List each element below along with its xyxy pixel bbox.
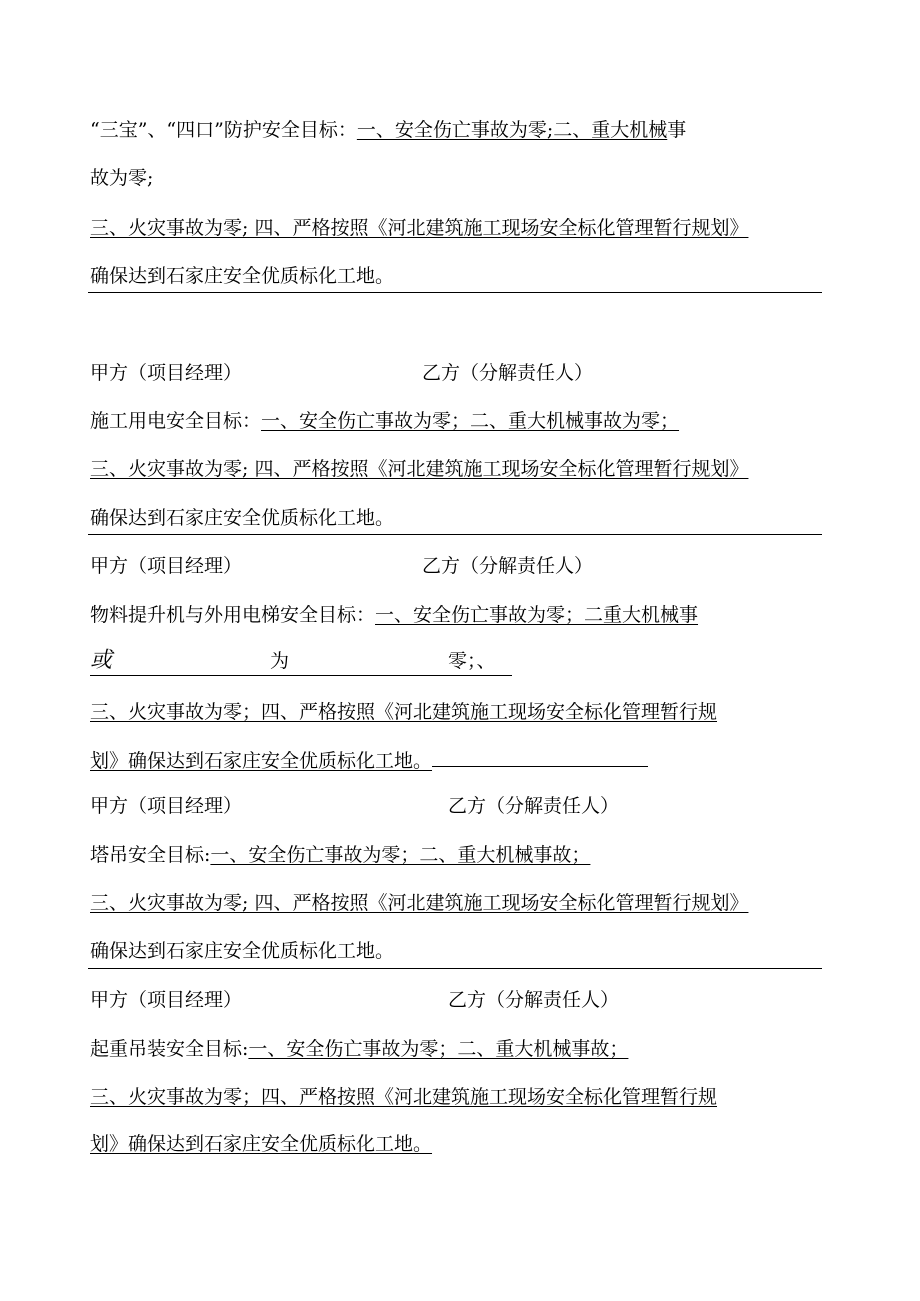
goal-line-4: 划》确保达到石家庄安全优质标化工地。 xyxy=(90,1133,433,1155)
goal-line-3: 三、火灾事故为零；四、严格按照《河北建筑施工现场安全标化管理暂行规 xyxy=(90,701,718,723)
lifting-goal-line xyxy=(90,1037,628,1061)
separator-line xyxy=(88,968,822,969)
goal-continuation: 故为零; xyxy=(90,167,154,189)
separator-line xyxy=(88,534,822,535)
hoist-goal-line xyxy=(90,603,698,627)
party-b-label: 乙方（分解责任人） xyxy=(422,555,594,577)
goal-underlined-text: 一、安全伤亡事故为零；二重大机械事 xyxy=(375,604,699,626)
separator-line xyxy=(88,292,822,293)
spread-underlined-line xyxy=(90,649,512,676)
goal-text: 事 xyxy=(667,119,687,141)
party-a-label: 甲方（项目经理） xyxy=(90,989,243,1011)
goal-label: “三宝”、“四口”防护安全目标： xyxy=(90,119,357,141)
spread-char-2: 为 xyxy=(270,650,290,672)
goal-line-3: 三、火灾事故为零；四、严格按照《河北建筑施工现场安全标化管理暂行规 xyxy=(90,1086,718,1108)
goal-underlined-text: 一、安全伤亡事故为零;二、重大机械 xyxy=(356,119,668,141)
party-a-label: 甲方（项目经理） xyxy=(90,795,243,817)
goal-label: 起重吊装安全目标: xyxy=(90,1038,249,1060)
goal-line-4-wrapper xyxy=(90,747,648,773)
goal-label: 塔吊安全目标: xyxy=(90,844,211,866)
goal-line-3: 三、火灾事故为零; 四、严格按照《河北建筑施工现场安全标化管理暂行规划》 xyxy=(90,217,749,239)
party-b-label: 乙方（分解责任人） xyxy=(422,362,594,384)
crane-goal-line xyxy=(90,843,590,867)
goal-underlined-text: 一、安全伤亡事故为零；二、重大机械事故； xyxy=(210,844,591,866)
goal-line-4: 划》确保达到石家庄安全优质标化工地。 xyxy=(90,750,433,772)
party-a-label: 甲方（项目经理） xyxy=(90,555,243,577)
goal-line-4: 确保达到石家庄安全优质标化工地。 xyxy=(90,940,395,962)
party-b-label: 乙方（分解责任人） xyxy=(448,795,620,817)
goal-line-4-wrapper xyxy=(90,1132,432,1156)
blank-underline xyxy=(432,747,648,767)
sanbao-goal-line xyxy=(90,118,686,142)
spread-char-3: 零；、 xyxy=(448,650,496,672)
goal-line-4: 确保达到石家庄安全优质标化工地。 xyxy=(90,507,395,529)
goal-label: 施工用电安全目标： xyxy=(90,410,262,432)
power-goal-line xyxy=(90,409,679,433)
party-b-label: 乙方（分解责任人） xyxy=(448,989,620,1011)
goal-underlined-text: 一、安全伤亡事故为零；二、重大机械事故为零； xyxy=(261,410,680,432)
goal-line-4: 确保达到石家庄安全优质标化工地。 xyxy=(90,265,395,287)
goal-underlined-text: 一、安全伤亡事故为零；二、重大机械事故； xyxy=(248,1038,629,1060)
goal-label: 物料提升机与外用电梯安全目标： xyxy=(90,604,376,626)
party-a-label: 甲方（项目经理） xyxy=(90,362,243,384)
spread-char-1: 或 xyxy=(90,648,113,673)
goal-line-3: 三、火灾事故为零; 四、严格按照《河北建筑施工现场安全标化管理暂行规划》 xyxy=(90,892,749,914)
goal-line-3: 三、火灾事故为零; 四、严格按照《河北建筑施工现场安全标化管理暂行规划》 xyxy=(90,458,749,480)
